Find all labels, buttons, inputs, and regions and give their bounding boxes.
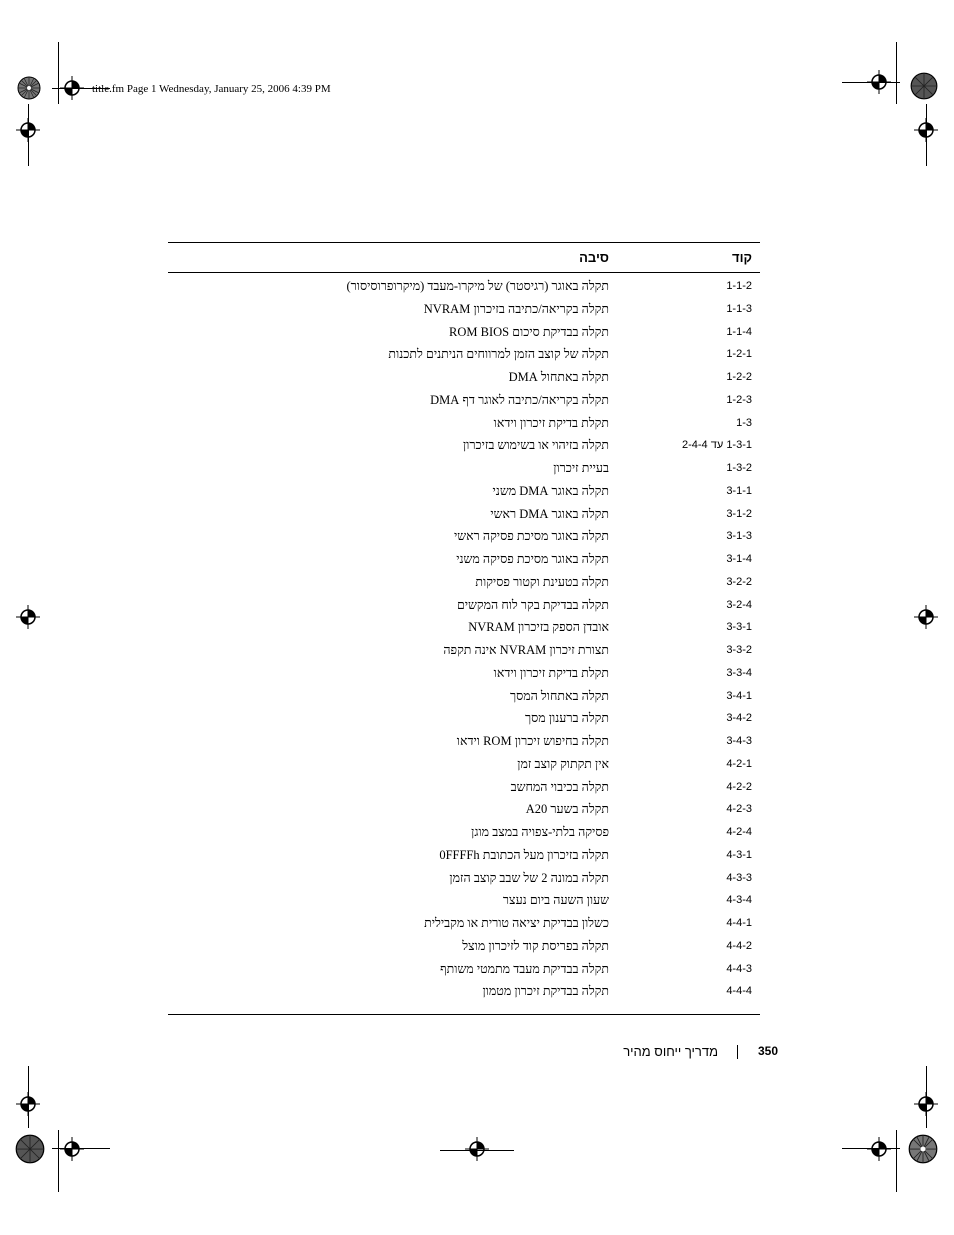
table-row [168,346,760,369]
print-header: title.fm Page 1 Wednesday, January 25, 2006 4:39 PM [92,83,331,95]
row-cause: תקלה בחיפוש זיכרון ROM וידאו [456,734,609,748]
column-header-code: קוד [732,250,752,265]
row-cause: בעיית זיכרון [553,461,609,475]
row-code: 3-3-1 [726,621,752,634]
registration-wheel-icon [910,72,938,100]
table-row [168,801,760,824]
table-row [168,779,760,802]
table-row [168,824,760,847]
registration-wheel-icon [17,76,41,100]
row-cause: שעון השעה ביום נעצר [502,893,609,908]
row-code: 4-4-3 [726,962,752,975]
table-row [168,961,760,984]
table-row [168,369,760,392]
row-code: 1-3-2 [726,462,752,474]
row-code: 3-3-2 [726,644,752,656]
row-code: 1-1-3 [726,302,752,315]
table-row [168,437,760,460]
row-code: 1-2-2 [726,371,752,383]
row-cause: תקלה בבדיקת מעבד מתמטי משותף [440,961,609,976]
row-cause: פסיקה בלתי-צפויה במצב מוגן [471,825,609,839]
row-code: 3-1-3 [726,530,752,543]
table-row [168,983,760,1006]
page-number: 350 [758,1044,779,1058]
registration-crosshair-icon [867,1137,891,1161]
beep-code-table [168,242,760,1015]
table-header [168,243,760,273]
row-code: 4-3-3 [726,871,752,884]
registration-crosshair-icon [16,1092,40,1116]
table-row [168,642,760,665]
row-code: 3-4-1 [726,689,752,702]
table-body [168,278,760,1006]
row-code: 4-3-4 [726,894,752,907]
crop-line [58,1130,59,1192]
registration-crosshair-icon [60,1137,84,1161]
table-row [168,278,760,301]
row-code: 1-2-3 [726,393,752,406]
row-code: 4-3-1 [726,848,752,861]
row-cause: תקלה באוגר (רגיסטר) של מיקרו-מעבד (מיקרופרוסיסור) [346,279,609,293]
table-row [168,551,760,574]
registration-wheel-icon [15,1134,45,1164]
row-cause: תקלה בקריאה/כתיבה בזיכרון NVRAM [423,301,609,316]
row-cause: תקלה בטעינת וקטור פסיקות [475,574,609,589]
row-cause: אובדן הספק בזיכרון NVRAM [468,620,609,635]
registration-crosshair-icon [914,1092,938,1116]
registration-crosshair-icon [465,1137,489,1161]
row-cause: תקלה של קוצב הזמן למרווחים הניתנים לתכנות [388,347,609,362]
row-cause: תקלה בשער A20 [525,802,609,817]
table-row [168,870,760,893]
table-row [168,301,760,324]
row-code: 1-3 [736,416,752,429]
row-cause: תקלה בקריאה/כתיבה לאוגר דף DMA [430,392,609,407]
row-cause: תקלה בפריסת קוד לזיכרון מוצל [462,938,609,953]
registration-crosshair-icon [60,76,84,100]
row-code: 3-1-2 [726,507,752,520]
crop-line [58,42,59,104]
registration-crosshair-icon [16,118,40,142]
row-code: 4-2-4 [726,826,752,838]
registration-crosshair-icon [914,118,938,142]
row-code: 4-4-2 [726,939,752,952]
row-cause: תקלה בבדיקת זיכרון מטמון [482,984,609,999]
row-code: 3-2-4 [726,598,752,611]
row-cause: תקלה במונה 2 של שבב קוצב הזמן [449,870,609,885]
column-header-cause: סיבה [579,250,609,265]
row-code: 4-4-1 [726,917,752,929]
row-cause: תקלה באוגר DMA משני [492,483,609,498]
row-cause: אין תקתוק קוצב זמן [517,756,609,771]
row-cause: תקלה בכיבוי המחשב [510,779,609,794]
table-row [168,710,760,733]
row-cause: תקלה בזיהוי או בשימוש בזיכרון [462,438,609,453]
row-cause: תקלה באתחול DMA [508,370,609,384]
table-row [168,460,760,483]
row-cause: תצורת זיכרון NVRAM אינה תקפה [443,643,609,657]
row-cause: תקלה באתחול המסך [509,688,609,703]
row-code: 1-3-1 עד 2-4-4 [682,439,752,452]
table-row [168,392,760,415]
table-row [168,847,760,870]
row-code: 1-1-2 [726,280,752,292]
row-code: 3-1-4 [726,553,752,565]
row-cause: תקלה בזיכרון מעל הכתובת 0FFFFh [439,847,609,862]
row-cause: תקלה בבדיקת סיכום ROM BIOS [449,324,609,339]
table-row [168,938,760,961]
row-cause: תקלת בדיקת זיכרון וידאו [493,415,609,430]
row-code: 3-4-2 [726,712,752,725]
row-code: 4-2-3 [726,803,752,816]
row-code: 3-2-2 [726,575,752,588]
row-code: 3-1-1 [726,484,752,497]
row-cause: תקלה בבדיקת בקר לוח המקשים [456,597,609,612]
row-cause: תקלה באוגר DMA ראשי [490,506,609,521]
table-row [168,574,760,597]
row-code: 1-1-4 [726,325,752,338]
row-code: 3-3-4 [726,666,752,679]
row-code: 4-2-2 [726,780,752,793]
table-row [168,665,760,688]
row-code: 1-2-1 [726,348,752,361]
table-row [168,506,760,529]
row-code: 3-4-3 [726,735,752,747]
table-row [168,597,760,620]
table-row [168,528,760,551]
registration-wheel-icon [908,1134,938,1164]
row-code: 4-2-1 [726,757,752,770]
row-cause: תקלה באוגר מסיכת פסיקה משני [456,552,609,566]
row-cause: תקלה באוגר מסיכת פסיקה ראשי [454,529,609,544]
table-row [168,324,760,347]
row-cause: תקלה ברענון מסך [525,711,609,726]
table-row [168,619,760,642]
table-row [168,915,760,938]
row-cause: תקלת בדיקת זיכרון וידאו [493,665,609,680]
table-row [168,415,760,438]
table-row [168,483,760,506]
footer-separator [737,1045,738,1059]
registration-crosshair-icon [914,605,938,629]
table-row [168,892,760,915]
registration-crosshair-icon [16,605,40,629]
footer-title: מדריך ייחוס מהיר [623,1044,718,1059]
crop-line [896,1130,897,1192]
table-row [168,733,760,756]
table-row [168,756,760,779]
registration-crosshair-icon [867,70,891,94]
row-cause: כשלון בבדיקת יציאה טורית או מקבילית [424,916,609,930]
row-code: 4-4-4 [726,985,752,998]
crop-line [896,42,897,104]
table-row [168,688,760,711]
